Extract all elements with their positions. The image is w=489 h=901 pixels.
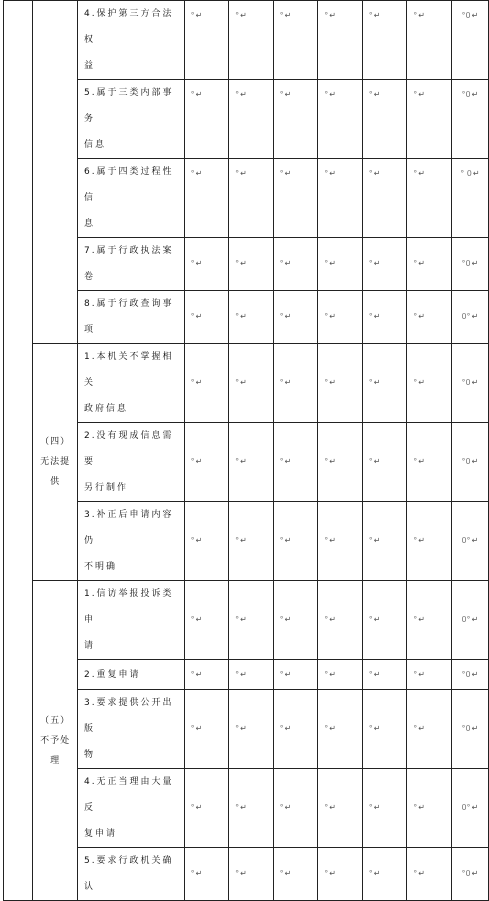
paragraph-mark-icon: ↵ <box>373 11 381 20</box>
paragraph-mark-icon: ↵ <box>284 378 292 387</box>
reason-cell: 5.属于三类内部事务 信息 <box>77 80 184 159</box>
paragraph-mark-icon: ↵ <box>418 90 425 99</box>
cell-value: ° <box>368 90 373 99</box>
paragraph-mark-icon: ↵ <box>195 803 203 812</box>
paragraph-mark-icon: ↵ <box>195 312 203 321</box>
category-label: （四） 无法提 供 <box>40 437 71 487</box>
cell-value: ° <box>190 669 195 679</box>
value-cell <box>229 848 274 901</box>
value-cell <box>318 502 363 581</box>
value-cell <box>273 344 318 423</box>
paragraph-mark-icon: ↵ <box>418 378 425 387</box>
paragraph-mark-icon: ↵ <box>373 803 381 812</box>
paragraph-mark-icon: ↵ <box>471 312 479 321</box>
cell-value: ° <box>190 90 195 99</box>
value-cell <box>362 344 407 423</box>
category-label: （五） 不予处 理 <box>40 715 71 766</box>
cell-value: ° <box>279 724 284 733</box>
cell-value: ° <box>235 11 240 20</box>
paragraph-mark-icon: ↵ <box>329 869 336 878</box>
cell-value: ° <box>190 536 195 545</box>
paragraph-mark-icon: ↵ <box>373 457 381 466</box>
paragraph-mark-icon: ↵ <box>471 869 479 878</box>
cell-value: ° <box>413 312 418 321</box>
paragraph-mark-icon: ↵ <box>471 803 479 812</box>
cell-value: 0° <box>461 615 471 624</box>
paragraph-mark-icon: ↵ <box>471 378 479 387</box>
cell-value: °0 <box>461 669 471 679</box>
paragraph-mark-icon: ↵ <box>471 90 479 99</box>
value-cell <box>273 769 318 848</box>
cell-value: ° <box>235 869 240 878</box>
paragraph-mark-icon: ↵ <box>471 615 479 624</box>
cell-value: ° <box>235 169 240 178</box>
reason-cell: 8.属于行政查询事项 <box>77 291 184 344</box>
cell-value: ° <box>235 312 240 321</box>
cell-value: ° <box>235 803 240 812</box>
value-cell <box>362 1 407 80</box>
cell-value: ° <box>324 536 329 545</box>
value-cell <box>184 1 229 80</box>
value-cell <box>318 80 363 159</box>
paragraph-mark-icon: ↵ <box>284 615 292 624</box>
value-cell <box>229 581 274 660</box>
paragraph-mark-icon: ↵ <box>240 312 247 321</box>
paragraph-mark-icon: ↵ <box>329 259 336 268</box>
cell-value: ° <box>235 615 240 624</box>
cell-value: ° <box>368 803 373 812</box>
cell-value: ° <box>368 11 373 20</box>
cell-value: ° <box>279 669 284 679</box>
paragraph-mark-icon: ↵ <box>418 669 425 679</box>
value-cell <box>451 238 488 291</box>
value-cell <box>184 769 229 848</box>
cell-value: ° <box>279 378 284 387</box>
value-cell <box>407 1 452 80</box>
paragraph-mark-icon: ↵ <box>195 869 203 878</box>
paragraph-mark-icon: ↵ <box>418 615 425 624</box>
outer-category-cell <box>4 1 33 901</box>
cell-value: ° <box>279 169 284 178</box>
paragraph-mark-icon: ↵ <box>240 90 247 99</box>
table-row <box>4 1 489 80</box>
paragraph-mark-icon: ↵ <box>195 669 203 679</box>
cell-value: °0 <box>461 457 471 466</box>
paragraph-mark-icon: ↵ <box>240 378 247 387</box>
value-cell <box>273 291 318 344</box>
cell-value: ° <box>324 11 329 20</box>
paragraph-mark-icon: ↵ <box>329 615 336 624</box>
reason-cell: 6.属于四类过程性信 息 <box>77 159 184 238</box>
cell-value: ° <box>190 312 195 321</box>
paragraph-mark-icon: ↵ <box>329 312 336 321</box>
cell-value: °0 <box>461 90 471 99</box>
cell-value: ° <box>190 724 195 733</box>
cell-value: ° <box>324 259 329 268</box>
value-cell <box>229 344 274 423</box>
value-cell <box>229 159 274 238</box>
value-cell <box>184 344 229 423</box>
value-cell <box>273 660 318 690</box>
value-cell <box>318 159 363 238</box>
value-cell <box>451 423 488 502</box>
paragraph-mark-icon: ↵ <box>471 669 479 679</box>
value-cell <box>273 159 318 238</box>
paragraph-mark-icon: ↵ <box>373 536 381 545</box>
paragraph-mark-icon: ↵ <box>240 11 247 20</box>
value-cell <box>362 660 407 690</box>
value-cell <box>184 238 229 291</box>
value-cell <box>407 660 452 690</box>
value-cell <box>407 423 452 502</box>
paragraph-mark-icon: ↵ <box>284 11 292 20</box>
value-cell <box>184 660 229 690</box>
paragraph-mark-icon: ↵ <box>195 11 203 20</box>
value-cell <box>184 423 229 502</box>
value-cell <box>451 769 488 848</box>
cell-value: ° <box>279 869 284 878</box>
paragraph-mark-icon: ↵ <box>240 869 247 878</box>
cell-value: ° <box>413 536 418 545</box>
paragraph-mark-icon: ↵ <box>373 259 381 268</box>
value-cell <box>451 848 488 901</box>
paragraph-mark-icon: ↵ <box>329 11 336 20</box>
cell-value: ° <box>235 724 240 733</box>
value-cell <box>362 291 407 344</box>
reason-cell: 1.信访举报投诉类申 请 <box>77 581 184 660</box>
paragraph-mark-icon: ↵ <box>418 312 425 321</box>
value-cell <box>451 502 488 581</box>
paragraph-mark-icon: ↵ <box>240 536 247 545</box>
cell-value: ° <box>235 457 240 466</box>
value-cell <box>407 502 452 581</box>
category-cell <box>33 581 78 901</box>
value-cell <box>184 690 229 769</box>
cell-value: ° <box>235 378 240 387</box>
cell-value: ° <box>368 536 373 545</box>
value-cell <box>184 159 229 238</box>
paragraph-mark-icon: ↵ <box>418 259 425 268</box>
paragraph-mark-icon: ↵ <box>373 90 381 99</box>
cell-value: ° <box>413 169 418 178</box>
paragraph-mark-icon: ↵ <box>284 90 292 99</box>
cell-value: ° <box>324 803 329 812</box>
cell-value: ° <box>413 259 418 268</box>
value-cell <box>407 80 452 159</box>
paragraph-mark-icon: ↵ <box>471 724 479 733</box>
paragraph-mark-icon: ↵ <box>284 803 292 812</box>
cell-value: ° <box>368 457 373 466</box>
value-cell <box>229 769 274 848</box>
value-cell <box>362 80 407 159</box>
cell-value: ° <box>368 378 373 387</box>
cell-value: ° <box>279 803 284 812</box>
value-cell <box>229 423 274 502</box>
paragraph-mark-icon: ↵ <box>329 457 336 466</box>
paragraph-mark-icon: ↵ <box>195 724 203 733</box>
paragraph-mark-icon: ↵ <box>284 169 292 178</box>
cell-value: ° <box>190 378 195 387</box>
cell-value: ° <box>368 669 373 679</box>
cell-value: ° <box>413 457 418 466</box>
value-cell <box>451 690 488 769</box>
value-cell <box>407 690 452 769</box>
value-cell <box>273 80 318 159</box>
reason-cell: 1.本机关不掌握相关 政府信息 <box>77 344 184 423</box>
value-cell <box>318 238 363 291</box>
paragraph-mark-icon: ↵ <box>329 669 336 679</box>
paragraph-mark-icon: ↵ <box>195 615 203 624</box>
paragraph-mark-icon: ↵ <box>373 724 381 733</box>
value-cell <box>451 344 488 423</box>
cell-value: ° <box>324 869 329 878</box>
cell-value: ° <box>279 312 284 321</box>
value-cell <box>318 344 363 423</box>
value-cell <box>273 581 318 660</box>
cell-value: ° <box>279 90 284 99</box>
paragraph-mark-icon: ↵ <box>471 11 479 20</box>
cell-value: ° <box>413 378 418 387</box>
cell-value: 0° <box>461 536 471 545</box>
cell-value: ° <box>324 724 329 733</box>
paragraph-mark-icon: ↵ <box>472 169 480 178</box>
cell-value: ° <box>413 724 418 733</box>
cell-value: ° <box>190 457 195 466</box>
cell-value: ° <box>413 615 418 624</box>
paragraph-mark-icon: ↵ <box>284 536 292 545</box>
paragraph-mark-icon: ↵ <box>373 615 381 624</box>
cell-value: ° <box>368 259 373 268</box>
reason-cell: 4.保护第三方合法权 益 <box>77 1 184 80</box>
paragraph-mark-icon: ↵ <box>471 457 479 466</box>
cell-value: ° <box>413 869 418 878</box>
value-cell <box>451 581 488 660</box>
paragraph-mark-icon: ↵ <box>373 169 381 178</box>
cell-value: °0 <box>461 259 471 268</box>
value-cell <box>229 690 274 769</box>
value-cell <box>273 1 318 80</box>
disclosure-statistics-table <box>3 0 489 901</box>
value-cell <box>407 291 452 344</box>
paragraph-mark-icon: ↵ <box>284 312 292 321</box>
cell-value: ° <box>190 869 195 878</box>
paragraph-mark-icon: ↵ <box>240 724 247 733</box>
value-cell <box>318 1 363 80</box>
paragraph-mark-icon: ↵ <box>284 457 292 466</box>
value-cell <box>229 238 274 291</box>
reason-cell: 5.要求行政机关确认 <box>77 848 184 901</box>
cell-value: ° <box>324 669 329 679</box>
value-cell <box>451 291 488 344</box>
paragraph-mark-icon: ↵ <box>373 312 381 321</box>
cell-value: ° <box>368 169 373 178</box>
value-cell <box>362 581 407 660</box>
value-cell <box>273 502 318 581</box>
paragraph-mark-icon: ↵ <box>329 803 336 812</box>
cell-value: 0° <box>461 312 471 321</box>
cell-value: ° <box>235 536 240 545</box>
value-cell <box>362 159 407 238</box>
cell-value: 0° <box>461 803 471 812</box>
paragraph-mark-icon: ↵ <box>284 259 292 268</box>
value-cell <box>362 769 407 848</box>
cell-value: °0 <box>461 378 471 387</box>
value-cell <box>451 159 488 238</box>
paragraph-mark-icon: ↵ <box>329 378 336 387</box>
cell-value: ° <box>279 457 284 466</box>
value-cell <box>318 581 363 660</box>
paragraph-mark-icon: ↵ <box>373 869 381 878</box>
paragraph-mark-icon: ↵ <box>240 259 247 268</box>
paragraph-mark-icon: ↵ <box>418 457 425 466</box>
paragraph-mark-icon: ↵ <box>240 669 247 679</box>
cell-value: ° 0 <box>460 169 472 178</box>
paragraph-mark-icon: ↵ <box>195 90 203 99</box>
value-cell <box>184 848 229 901</box>
table-row <box>4 581 489 660</box>
cell-value: ° <box>413 11 418 20</box>
cell-value: ° <box>368 869 373 878</box>
value-cell <box>407 581 452 660</box>
value-cell <box>407 769 452 848</box>
paragraph-mark-icon: ↵ <box>471 259 479 268</box>
cell-value: ° <box>324 457 329 466</box>
paragraph-mark-icon: ↵ <box>418 11 425 20</box>
cell-value: ° <box>324 312 329 321</box>
paragraph-mark-icon: ↵ <box>195 536 203 545</box>
cell-value: ° <box>279 11 284 20</box>
value-cell <box>184 581 229 660</box>
cell-value: ° <box>235 259 240 268</box>
value-cell <box>229 1 274 80</box>
reason-cell: 4.无正当理由大量反 复申请 <box>77 769 184 848</box>
value-cell <box>273 238 318 291</box>
paragraph-mark-icon: ↵ <box>329 724 336 733</box>
cell-value: °0 <box>461 869 471 878</box>
cell-value: °0 <box>461 724 471 733</box>
cell-value: ° <box>190 803 195 812</box>
value-cell <box>318 291 363 344</box>
value-cell <box>229 80 274 159</box>
value-cell <box>318 660 363 690</box>
cell-value: ° <box>368 615 373 624</box>
value-cell <box>362 238 407 291</box>
paragraph-mark-icon: ↵ <box>284 869 292 878</box>
category-cell <box>33 1 78 344</box>
value-cell <box>407 344 452 423</box>
value-cell <box>229 660 274 690</box>
paragraph-mark-icon: ↵ <box>329 90 336 99</box>
paragraph-mark-icon: ↵ <box>195 169 203 178</box>
paragraph-mark-icon: ↵ <box>195 457 203 466</box>
value-cell <box>184 80 229 159</box>
cell-value: °0 <box>461 11 471 20</box>
value-cell <box>362 848 407 901</box>
category-cell <box>33 344 78 581</box>
value-cell <box>407 848 452 901</box>
paragraph-mark-icon: ↵ <box>240 803 247 812</box>
paragraph-mark-icon: ↵ <box>240 457 247 466</box>
cell-value: ° <box>190 11 195 20</box>
cell-value: ° <box>190 615 195 624</box>
paragraph-mark-icon: ↵ <box>471 536 479 545</box>
cell-value: ° <box>324 378 329 387</box>
reason-cell: 2.重复申请 <box>77 660 184 690</box>
value-cell <box>184 291 229 344</box>
cell-value: ° <box>413 90 418 99</box>
paragraph-mark-icon: ↵ <box>195 378 203 387</box>
paragraph-mark-icon: ↵ <box>418 724 425 733</box>
reason-cell: 3.要求提供公开出版 物 <box>77 690 184 769</box>
cell-value: ° <box>368 724 373 733</box>
value-cell <box>407 238 452 291</box>
cell-value: ° <box>190 169 195 178</box>
value-cell <box>451 660 488 690</box>
value-cell <box>362 502 407 581</box>
value-cell <box>318 423 363 502</box>
cell-value: ° <box>413 803 418 812</box>
cell-value: ° <box>368 312 373 321</box>
table-row <box>4 344 489 423</box>
value-cell <box>451 1 488 80</box>
paragraph-mark-icon: ↵ <box>418 869 425 878</box>
cell-value: ° <box>190 259 195 268</box>
reason-cell: 2.没有现成信息需要 另行制作 <box>77 423 184 502</box>
cell-value: ° <box>235 90 240 99</box>
paragraph-mark-icon: ↵ <box>195 259 203 268</box>
cell-value: ° <box>235 669 240 679</box>
paragraph-mark-icon: ↵ <box>240 169 247 178</box>
cell-value: ° <box>413 669 418 679</box>
paragraph-mark-icon: ↵ <box>373 378 381 387</box>
paragraph-mark-icon: ↵ <box>284 669 292 679</box>
value-cell <box>407 159 452 238</box>
value-cell <box>451 80 488 159</box>
cell-value: ° <box>324 169 329 178</box>
paragraph-mark-icon: ↵ <box>418 536 425 545</box>
value-cell <box>362 690 407 769</box>
paragraph-mark-icon: ↵ <box>418 803 425 812</box>
value-cell <box>229 291 274 344</box>
value-cell <box>273 423 318 502</box>
reason-cell: 7.属于行政执法案卷 <box>77 238 184 291</box>
value-cell <box>229 502 274 581</box>
value-cell <box>318 690 363 769</box>
value-cell <box>273 690 318 769</box>
paragraph-mark-icon: ↵ <box>373 669 381 679</box>
cell-value: ° <box>324 90 329 99</box>
value-cell <box>318 769 363 848</box>
paragraph-mark-icon: ↵ <box>329 169 336 178</box>
paragraph-mark-icon: ↵ <box>329 536 336 545</box>
value-cell <box>184 502 229 581</box>
cell-value: ° <box>279 536 284 545</box>
paragraph-mark-icon: ↵ <box>240 615 247 624</box>
cell-value: ° <box>279 615 284 624</box>
paragraph-mark-icon: ↵ <box>418 169 425 178</box>
value-cell <box>362 423 407 502</box>
paragraph-mark-icon: ↵ <box>284 724 292 733</box>
cell-value: ° <box>279 259 284 268</box>
reason-cell: 3.补正后申请内容仍 不明确 <box>77 502 184 581</box>
cell-value: ° <box>324 615 329 624</box>
value-cell <box>318 848 363 901</box>
value-cell <box>273 848 318 901</box>
